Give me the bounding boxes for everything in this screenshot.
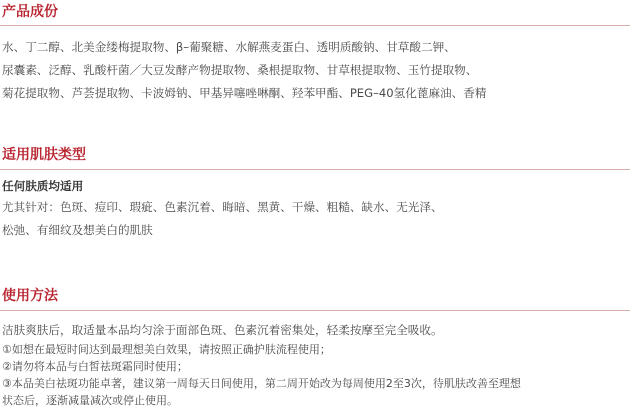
ingredients-title: 产品成份 (2, 4, 58, 20)
usage-title: 使用方法 (2, 288, 58, 304)
skin-type-subtitle: 任何肤质均适用 (2, 179, 84, 193)
skin-type-divider (0, 169, 630, 170)
skin-type-title: 适用肌肤类型 (2, 147, 86, 163)
usage-line-4: ③本品美白祛斑功能卓著，建议第一周每天日间使用，第二周开始改为每周使用2至3次，待肌肤改善至理想 (2, 377, 521, 390)
ingredients-divider (0, 25, 630, 26)
usage-line-5: 状态后，逐渐减量减次或停止使用。 (2, 394, 178, 407)
ingredients-line-1: 水、丁二醇、北美金缕梅提取物、β–葡聚糖、水解燕麦蛋白、透明质酸钠、甘草酸二钾、 (2, 40, 456, 54)
skin-type-line-2: 松弛、有细纹及想美白的肌肤 (2, 223, 153, 237)
ingredients-line-2: 尿囊素、泛醇、乳酸杆菌／大豆发酵产物提取物、桑根提取物、甘草根提取物、玉竹提取物、 (2, 63, 478, 77)
ingredients-line-3: 菊花提取物、芦荟提取物、卡波姆钠、甲基异噻唑啉酮、羟苯甲酯、PEG–40氢化蓖麻油、香精 (2, 86, 487, 100)
usage-line-1: 洁肤爽肤后，取适量本品均匀涂于面部色斑、色素沉着密集处，轻柔按摩至完全吸收。 (2, 323, 443, 337)
skin-type-line-1: 尤其针对：色斑、痘印、瑕疵、色素沉着、晦暗、黑黄、干燥、粗糙、缺水、无光泽、 (2, 200, 443, 214)
usage-line-3: ②请勿将本品与白皙祛斑霜同时使用； (2, 360, 188, 373)
usage-divider (0, 310, 630, 311)
usage-line-2: ①如想在最短时间达到最理想美白效果，请按照正确护肤流程使用； (2, 343, 331, 356)
